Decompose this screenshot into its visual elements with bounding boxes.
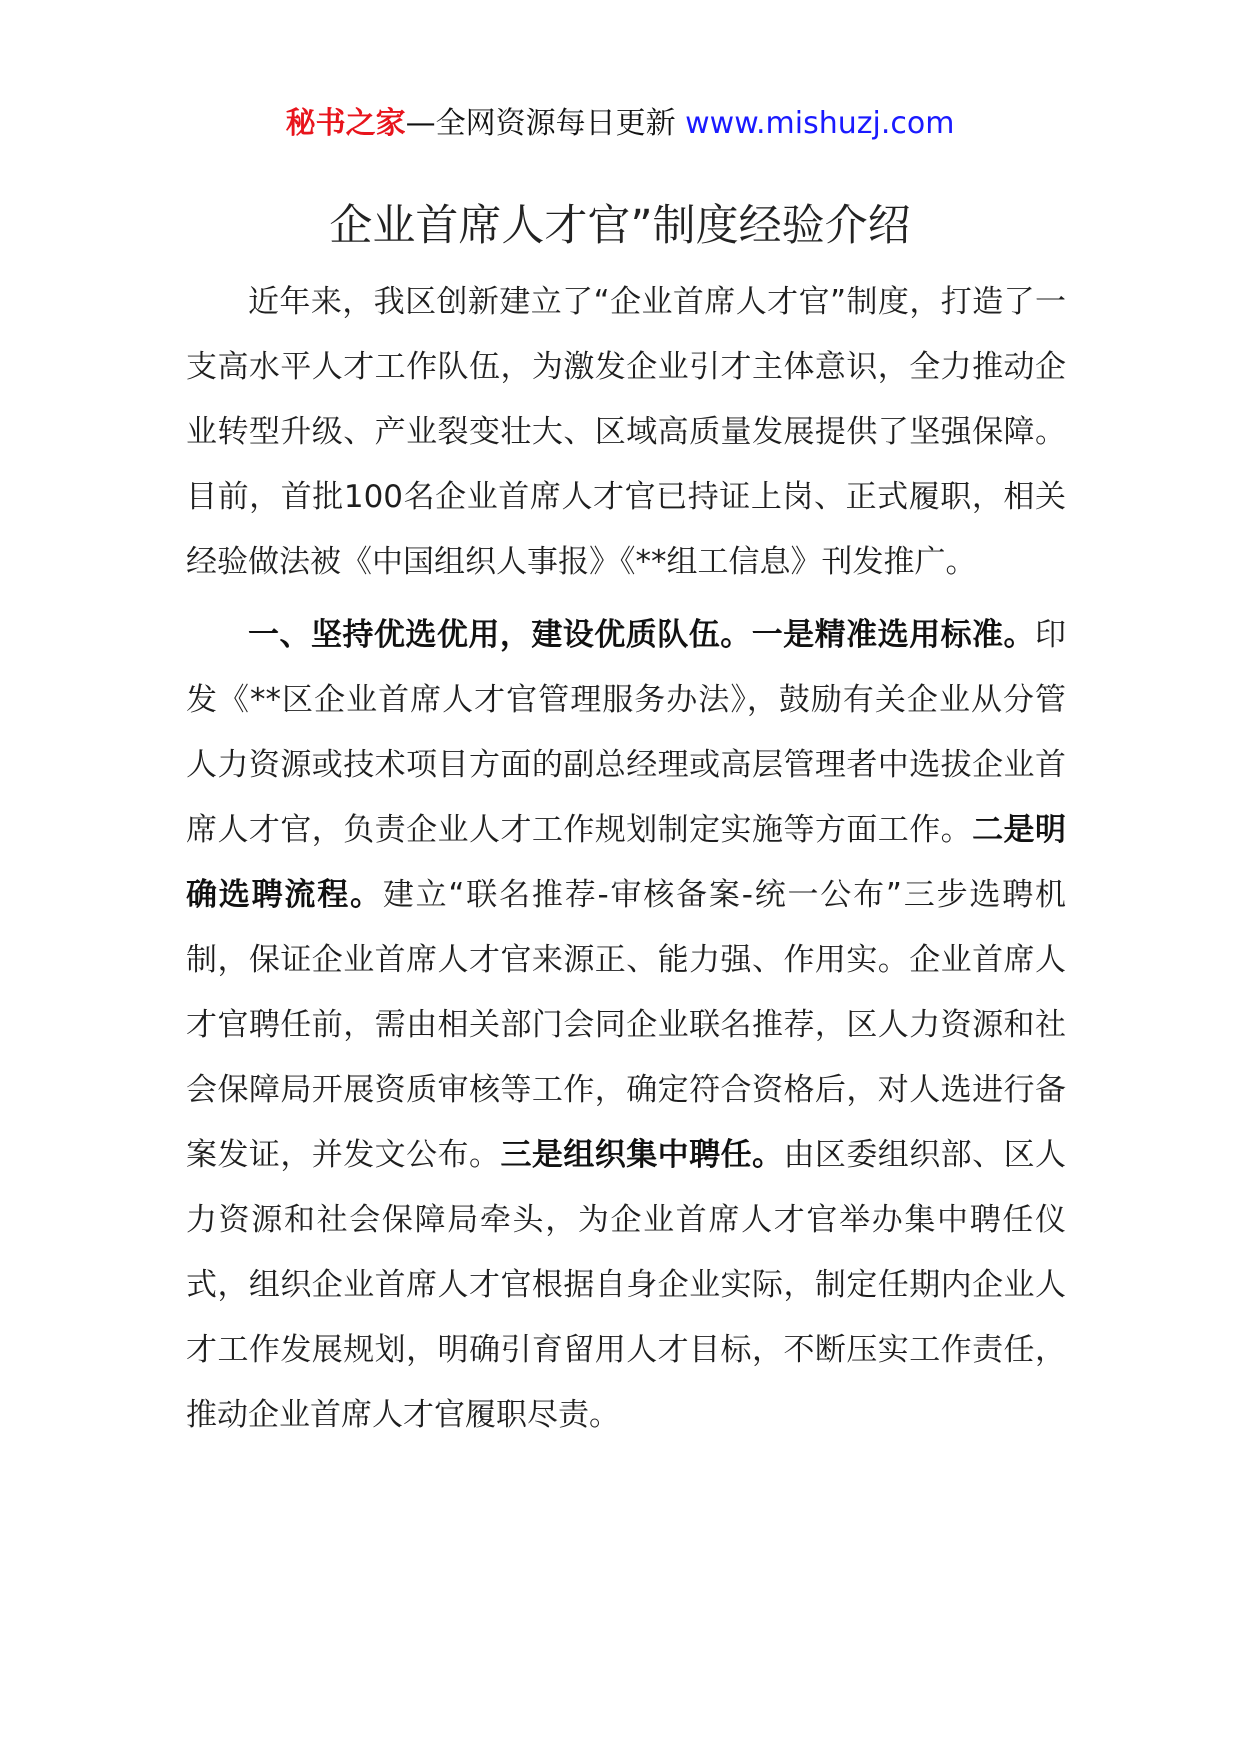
point-3-label: 三是组织集中聘任。 — [500, 1137, 784, 1173]
site-header — [0, 100, 1240, 148]
point-2-text: 建立“联名推荐-审核备案-统一公布”三步选聘机制，保证企业首席人才官来源正、能力强、作用实。企业首席人才官聘任前，需由相关部门会同企业联名推荐，区人力资源和社会保障局开展资质审核等工作，确定符合资格后，对人选进行备案发证，并发文公布。 — [186, 877, 1066, 1173]
header-url-link[interactable]: www.mishuzj.com — [685, 106, 955, 141]
intro-paragraph: 近年来，我区创新建立了“企业首席人才官”制度，打造了一支高水平人才工作队伍，为激发企业引才主体意识，全力推动企业转型升级、产业裂变壮大、区域高质量发展提供了坚强保障。目前，首批100名企业首席人才官已持证上岗、正式履职，相关经验做法被《中国组织人事报》《**组工信息》刊发推广。 — [186, 284, 1066, 580]
document-title: 企业首席人才官”制度经验介绍 — [329, 201, 911, 251]
header-slogan: —全网资源每日更新 — [405, 106, 676, 141]
point-3-text: 由区委组织部、区人力资源和社会保障局牵头，为企业首席人才官举办集中聘任仪式，组织企业首席人才官根据自身企业实际，制定任期内企业人才工作发展规划，明确引育留用人才目标，不断压实工作责任，推动企业首席人才官履职尽责。 — [186, 1137, 1067, 1433]
header-brand: 秘书之家 — [285, 106, 406, 141]
section-1-heading: 一、坚持优选优用，建设优质队伍。 — [248, 617, 752, 653]
point-1-text: 印发《**区企业首席人才官管理服务办法》，鼓励有关企业从分管人力资源或技术项目方面的副总经理或高层管理者中选拔企业首席人才官，负责企业人才工作规划制定实施等方面工作。 — [186, 617, 1067, 848]
point-1-label: 一是精准选用标准。 — [751, 617, 1036, 653]
section-1-paragraph — [186, 603, 1066, 1448]
point-2-label: 二是明确选聘流程。 — [186, 812, 1066, 913]
document-body — [186, 270, 1066, 1448]
